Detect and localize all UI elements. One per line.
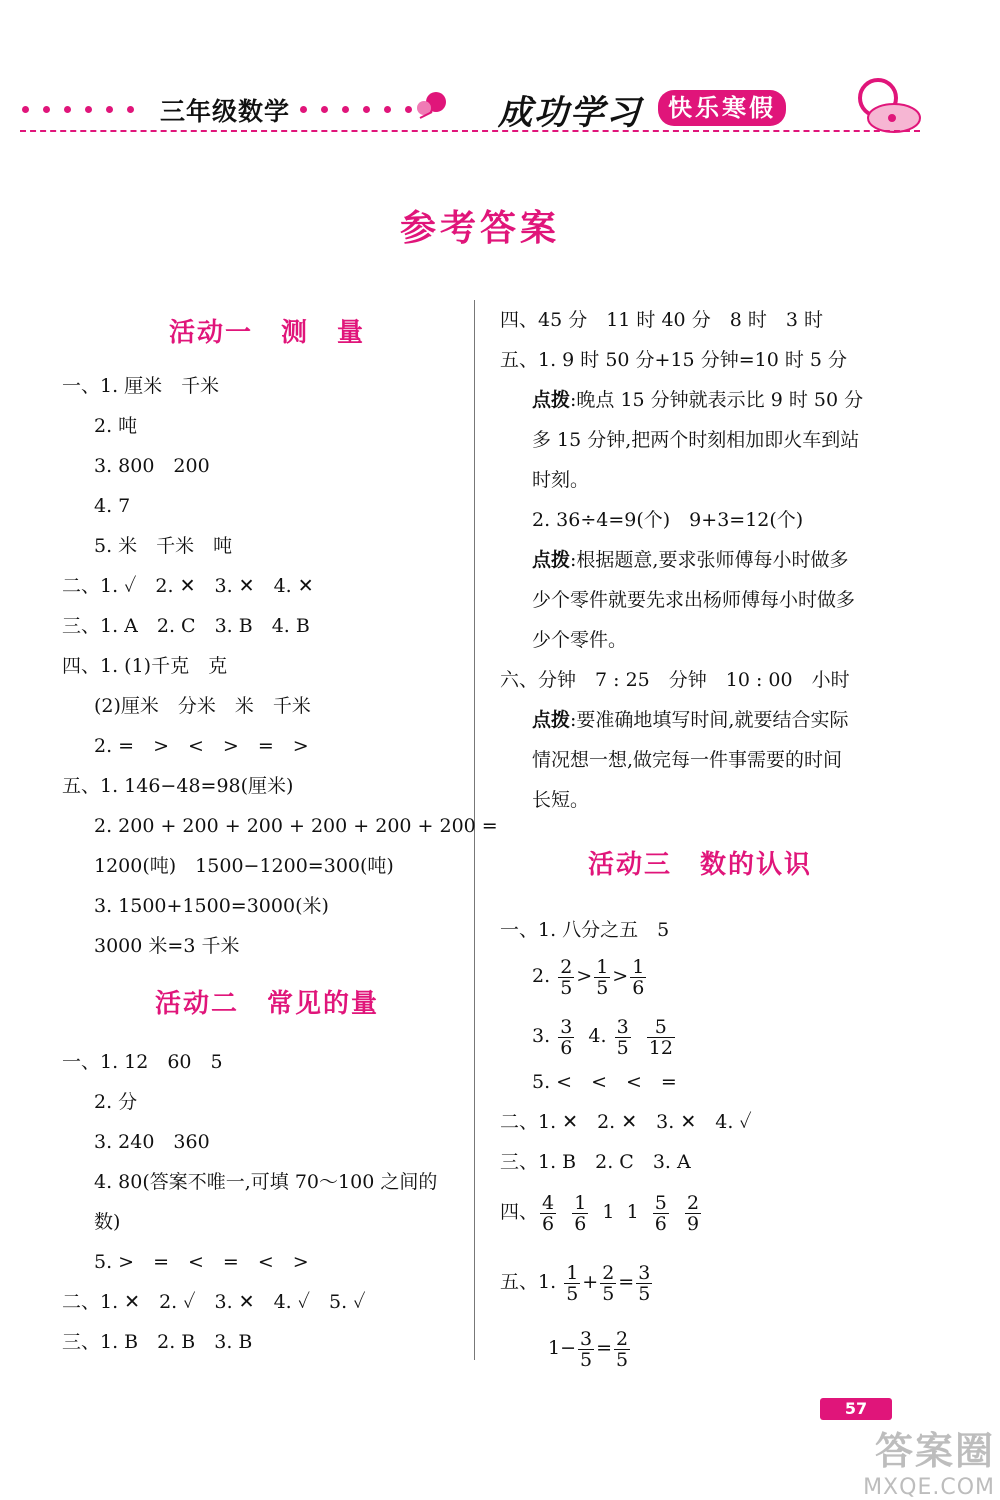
hint-line: 多 15 分钟,把两个时刻相加即火车到站 [532, 429, 860, 451]
answer-line: 五、1. 146−48=98(厘米) [62, 775, 294, 797]
fraction: $\frac{1}{6}$ [632, 955, 645, 999]
answer-line: 六、分钟 7 : 25 分钟 10 : 00 小时 [500, 669, 850, 691]
hint-line [500, 380, 900, 420]
answer-line: 3000 米=3 千米 [94, 935, 240, 957]
grade-label: 三年级数学 [160, 97, 291, 126]
answer-line: 5. > = < = < > [94, 1251, 309, 1273]
fraction: $\frac{3}{5}$ [616, 1015, 629, 1059]
watermark-url: MXQE.COM [863, 1475, 995, 1500]
holiday-tag: 快乐寒假 [658, 90, 786, 126]
section-title-activity-1: 活动一 测 量 [168, 318, 365, 348]
hint-label: 点拨 [532, 549, 571, 571]
fraction-line: 1− $\frac{3}{5}$ = $\frac{2}{5}$ [548, 1327, 629, 1371]
left-column [62, 300, 498, 1362]
fraction: $\frac{3}{6}$ [560, 1015, 573, 1059]
answer-line: 1200(吨) 1500−1200=300(吨) [94, 855, 394, 877]
fraction: $\frac{5}{12}$ [648, 1015, 673, 1059]
fraction: $\frac{2}{5}$ [560, 955, 573, 999]
answer-line: 4. 80(答案不唯一,可填 70～100 之间的 [94, 1171, 438, 1193]
section-title-activity-2: 活动二 常见的量 [154, 989, 379, 1019]
fraction-line: 四、 $\frac{4}{6}$ $\frac{1}{6}$ 1 1 $\frac{5}{6}$ $\frac{2}{9}$ [500, 1191, 700, 1235]
fraction: $\frac{2}{9}$ [686, 1191, 700, 1235]
hint-line [500, 540, 900, 580]
fraction: $\frac{2}{5}$ [616, 1327, 629, 1371]
clock-decoration-icon [848, 72, 928, 136]
section-title-activity-3: 活动三 数的认识 [587, 850, 812, 880]
fraction: $\frac{1}{5}$ [566, 1261, 579, 1305]
balloon-icon [412, 90, 448, 120]
hint-line: 少个零件。 [532, 629, 628, 651]
fraction: $\frac{4}{6}$ [542, 1191, 555, 1235]
fraction: $\frac{3}{5}$ [638, 1261, 651, 1305]
hint-line [500, 700, 900, 740]
answer-line: 一、1. 12 60 5 [62, 1051, 223, 1073]
answer-line: 2. 分 [94, 1091, 138, 1113]
hint-text: :要准确地填写时间,就要结合实际 [570, 709, 849, 731]
watermark [805, 1420, 995, 1500]
answer-line: 五、1. 9 时 50 分+15 分钟=10 时 5 分 [500, 349, 847, 371]
page-header [0, 0, 1000, 160]
answer-line: 三、1. B 2. B 3. B [62, 1331, 253, 1353]
answer-line: (2)厘米 分米 米 千米 [94, 695, 311, 717]
answer-line: 三、1. B 2. C 3. A [500, 1151, 691, 1173]
fraction: $\frac{2}{5}$ [602, 1261, 615, 1305]
page-title: 参考答案 [399, 208, 560, 249]
fraction: $\frac{1}{6}$ [574, 1191, 587, 1235]
hint-line: 时刻。 [532, 469, 590, 491]
answer-line: 3. 240 360 [94, 1131, 210, 1153]
watermark-text: 答案圈 [874, 1429, 995, 1473]
answer-line: 三、1. A 2. C 3. B 4. B [62, 615, 310, 637]
hint-text: :根据题意,要求张师傅每小时做多 [570, 549, 849, 571]
fraction: $\frac{1}{5}$ [596, 955, 609, 999]
decorative-dots-left [22, 106, 134, 116]
hint-label: 点拨 [532, 709, 571, 731]
answer-line: 2. 36÷4=9(个) 9+3=12(个) [532, 509, 804, 531]
answer-line: 4. 7 [94, 495, 131, 517]
answer-line: 2. 200 + 200 + 200 + 200 + 200 + 200 = [94, 815, 498, 837]
hint-text: :晚点 15 分钟就表示比 9 时 50 分 [570, 389, 864, 411]
fraction: $\frac{5}{6}$ [654, 1191, 667, 1235]
fraction-line: 3. $\frac{3}{6}$ 4. $\frac{3}{5}$ $\frac{5}{12}$ [532, 1015, 673, 1059]
answer-line: 2. = > < > = > [94, 735, 309, 757]
answer-line: 二、1. ✕ 2. ✓ 3. ✕ 4. ✓ 5. ✓ [62, 1291, 366, 1313]
fraction-line: 2. $\frac{2}{5}$ > $\frac{1}{5}$ > $\frac{1}{6}$ [532, 955, 645, 999]
answer-line: 3. 800 200 [94, 455, 210, 477]
fraction-line: 五、1. $\frac{1}{5}$ + $\frac{2}{5}$ = $\frac{3}{5}$ [500, 1261, 651, 1305]
hint-label: 点拨 [532, 389, 571, 411]
answer-line: 四、1. (1)千克 克 [62, 655, 228, 677]
answer-line: 四、45 分 11 时 40 分 8 时 3 时 [500, 309, 823, 331]
hint-line: 长短。 [532, 789, 590, 811]
answer-line: 5. 米 千米 吨 [94, 535, 233, 557]
fraction: $\frac{3}{5}$ [580, 1327, 593, 1371]
hint-line: 少个零件就要先求出杨师傅每小时做多 [532, 589, 856, 611]
answer-line: 一、1. 厘米 千米 [62, 375, 220, 397]
header-rule [20, 130, 920, 132]
answer-line: 二、1. ✓ 2. ✕ 3. ✕ 4. ✕ [62, 575, 314, 597]
page-number: 57 [820, 1398, 892, 1420]
hint-line: 情况想一想,做完每一件事需要的时间 [532, 749, 843, 771]
answer-line: 3. 1500+1500=3000(米) [94, 895, 329, 917]
answer-line: 数) [94, 1211, 121, 1233]
brand-title: 成功学习 [498, 93, 642, 133]
right-column [500, 300, 900, 1374]
answer-line: 2. 吨 [94, 415, 138, 437]
answer-line: 一、1. 八分之五 5 [500, 919, 670, 941]
answer-line: 5. < < < = [532, 1071, 677, 1093]
answer-line: 二、1. ✕ 2. ✕ 3. ✕ 4. ✓ [500, 1111, 752, 1133]
